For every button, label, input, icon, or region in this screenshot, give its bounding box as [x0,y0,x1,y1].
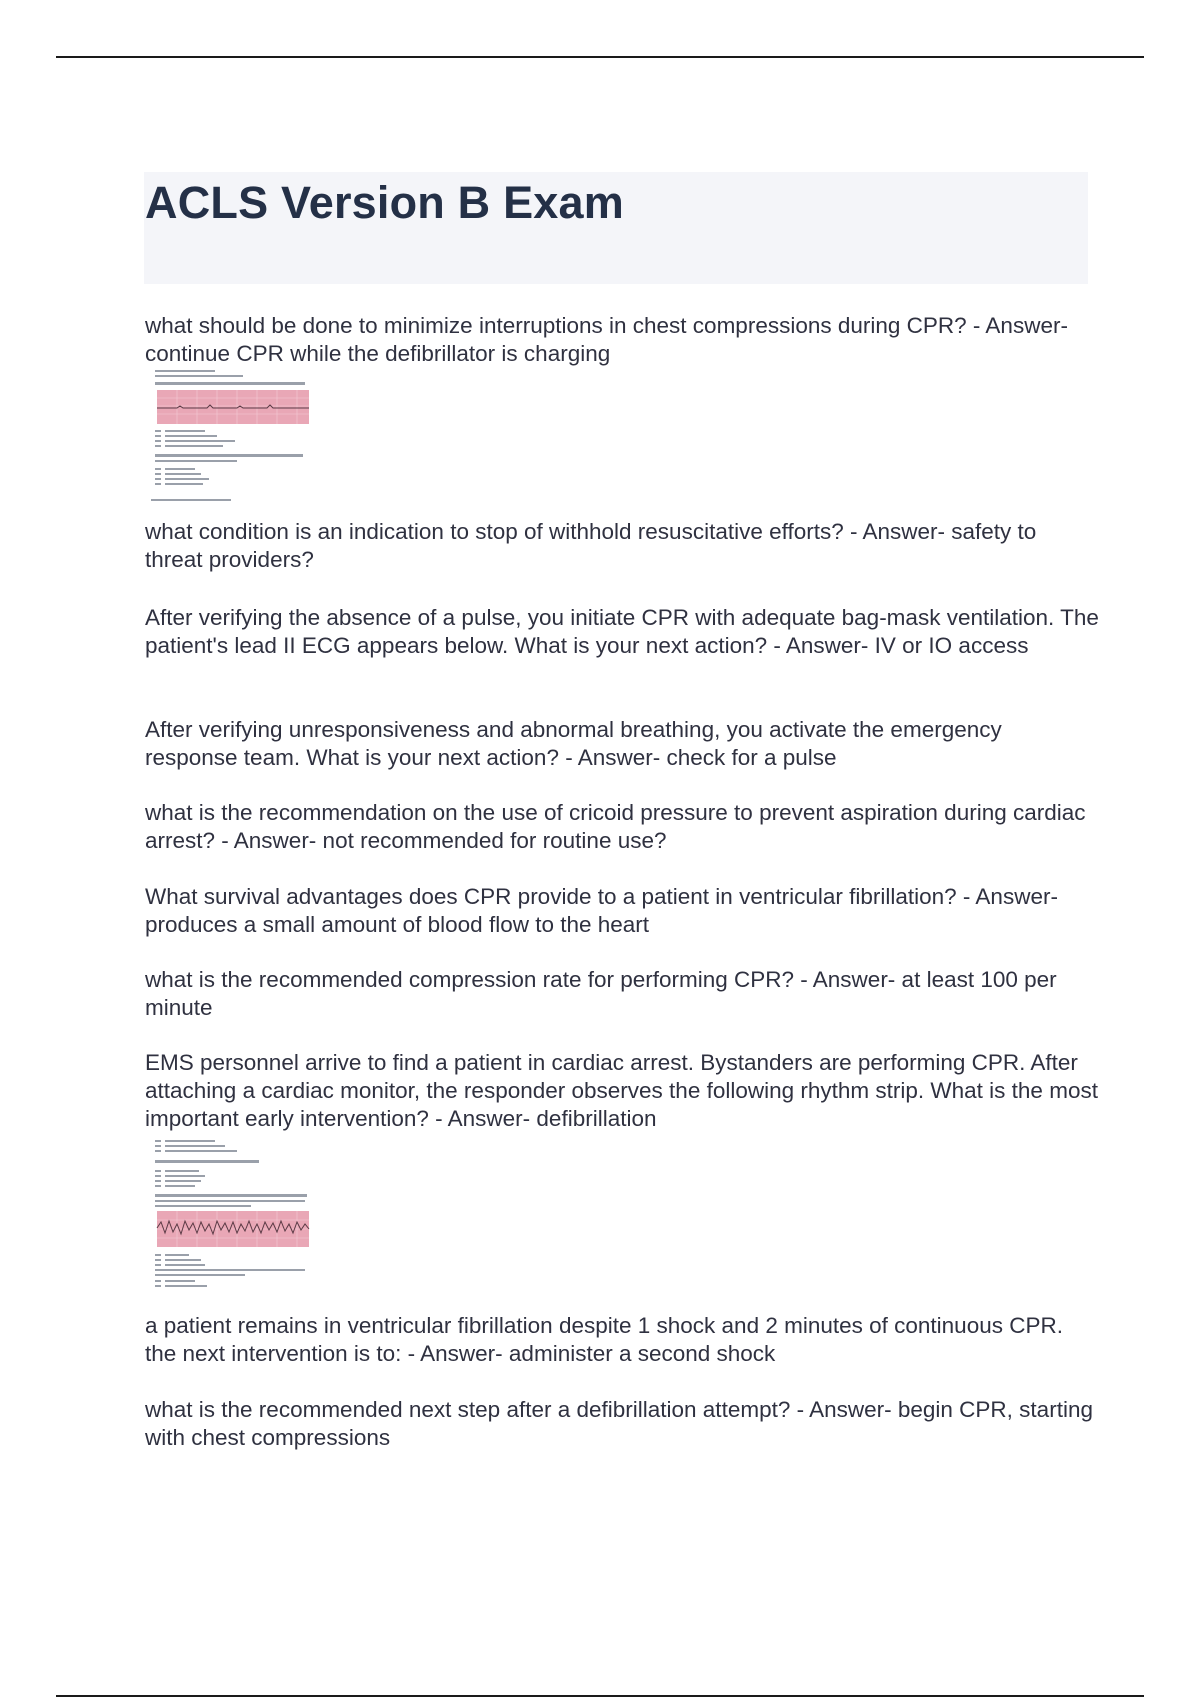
qa-item-7: what is the recommended compression rate for performing CPR? - Answer- at least 100 per minute [145,967,1057,1020]
qa-item-2: what condition is an indication to stop of withhold resuscitative efforts? - Answer- safety to threat providers? [145,519,1037,572]
qa-item-8: EMS personnel arrive to find a patient in cardiac arrest. Bystanders are performing CPR. After attaching a cardiac monitor, the responder observes the following rhythm strip. What is the most important early intervention? - Answer- defibrillation [145,1050,1098,1131]
qa-item-5: what is the recommendation on the use of cricoid pressure to prevent aspiration during cardiac arrest? - Answer- not recommended for routine use? [145,800,1086,853]
qa-item-6: What survival advantages does CPR provide to a patient in ventricular fibrillation? - Answer- produces a small amount of blood flow to the heart [145,884,1058,937]
top-rule [56,56,1144,58]
bottom-rule [56,1695,1144,1697]
qa-item-1: what should be done to minimize interruptions in chest compressions during CPR? - Answer- continue CPR while the defibrillator is charging [145,313,1068,366]
ecg-thumbnail-2 [147,1136,325,1290]
qa-item-10: what is the recommended next step after a defibrillation attempt? - Answer- begin CPR, starting with chest compressions [145,1397,1093,1450]
qa-item-4: After verifying unresponsiveness and abnormal breathing, you activate the emergency response team. What is your next action? - Answer- check for a pulse [145,717,1002,770]
qa-item-9: a patient remains in ventricular fibrillation despite 1 shock and 2 minutes of continuous CPR. the next intervention is to: - Answer- administer a second shock [145,1313,1063,1366]
ecg-thumbnail-1 [147,368,325,508]
page-title: ACLS Version B Exam [145,177,624,228]
qa-item-3: After verifying the absence of a pulse, you initiate CPR with adequate bag-mask ventilation. The patient's lead II ECG appears below. What is your next action? - Answer- IV or IO access [145,605,1099,658]
